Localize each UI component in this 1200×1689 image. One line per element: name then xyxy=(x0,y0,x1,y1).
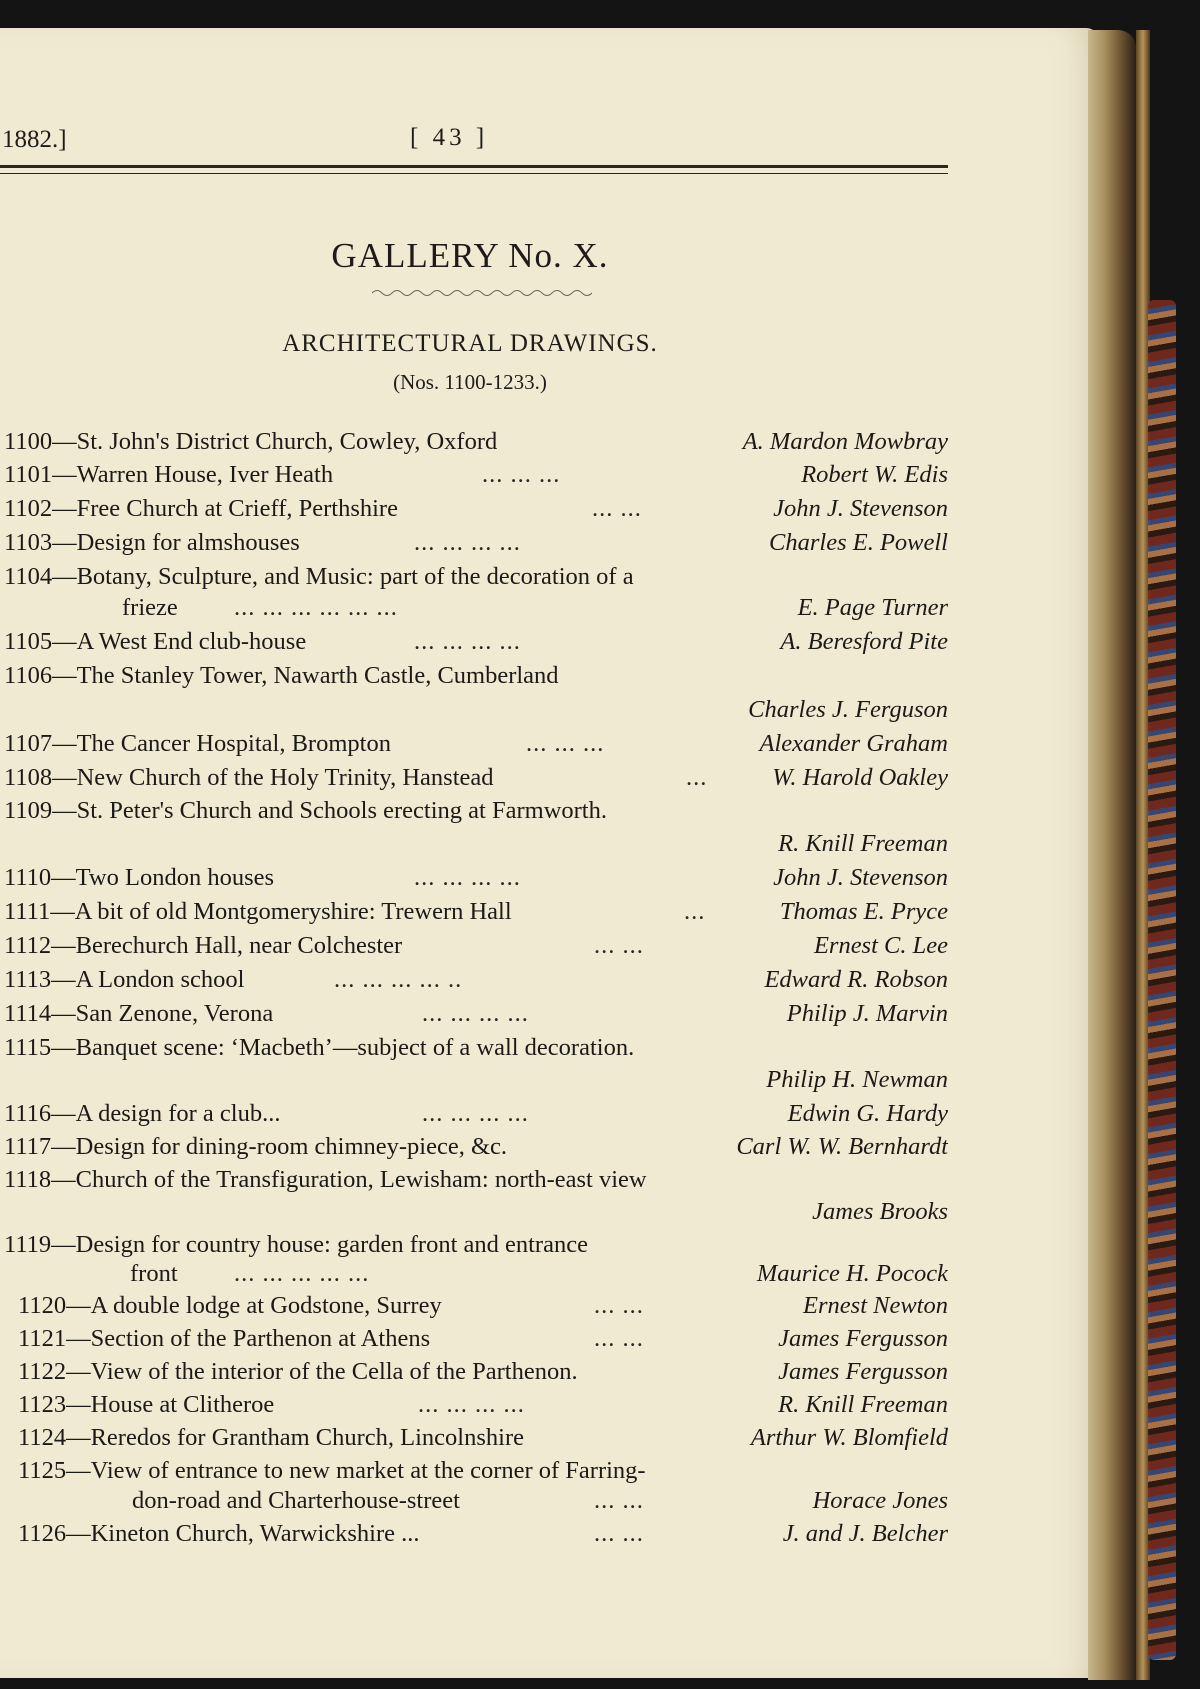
entry-artist: R. Knill Freeman xyxy=(778,830,948,857)
entry-row xyxy=(4,495,948,527)
entry-artist: Ernest Newton xyxy=(803,1292,948,1319)
entry-artist: W. Harold Oakley xyxy=(772,764,948,791)
leader-dots: ... ... xyxy=(594,932,644,959)
entry-row xyxy=(4,1034,948,1066)
entry-description: 1108—New Church of the Holy Trinity, Hanstead xyxy=(4,764,494,791)
entry-row xyxy=(4,1198,948,1230)
entry-row xyxy=(4,1325,948,1357)
entry-row xyxy=(4,1520,948,1552)
entry-artist: John J. Stevenson xyxy=(773,864,948,891)
entry-description: front xyxy=(130,1260,178,1287)
entry-description: 1110—Two London houses xyxy=(4,864,275,891)
entry-artist: James Fergusson xyxy=(778,1358,948,1385)
leader-dots: ... ... ... ... xyxy=(422,1100,529,1127)
wavy-ornament xyxy=(372,288,592,298)
entry-row xyxy=(4,1424,948,1456)
entry-artist: Charles E. Powell xyxy=(769,529,948,556)
entry-artist: Philip H. Newman xyxy=(766,1066,948,1093)
entry-row xyxy=(4,1000,948,1032)
entry-description: 1112—Berechurch Hall, near Colchester xyxy=(4,932,403,959)
entry-description: 1115—Banquet scene: ‘Macbeth’—subject of a wall decoration. xyxy=(4,1034,635,1061)
marbled-edge xyxy=(1148,300,1176,1660)
entry-artist: Edward R. Robson xyxy=(764,966,948,993)
entry-artist: John J. Stevenson xyxy=(773,495,948,522)
entry-description: 1113—A London school xyxy=(4,966,245,993)
header-rule-thin xyxy=(0,173,948,174)
leader-dots: ... xyxy=(684,898,706,925)
header-rule-thick xyxy=(0,165,948,168)
page-edge-shadow xyxy=(1088,30,1136,1680)
entry-row xyxy=(4,428,948,460)
page-number: [ 43 ] xyxy=(410,124,489,151)
entry-artist: Ernest C. Lee xyxy=(813,932,948,959)
leader-dots: ... ... xyxy=(594,1487,644,1514)
entry-description: 1102—Free Church at Crieff, Perthshire xyxy=(4,495,398,522)
entry-artist: Maurice H. Pocock xyxy=(756,1260,948,1287)
entry-row xyxy=(4,898,948,930)
entry-description: 1111—A bit of old Montgomeryshire: Trewern Hall xyxy=(4,898,512,925)
entry-description: 1123—House at Clitheroe xyxy=(18,1391,275,1418)
entry-description: 1107—The Cancer Hospital, Brompton xyxy=(4,730,391,757)
entry-row xyxy=(4,764,948,796)
running-header xyxy=(0,122,950,166)
leader-dots: ... ... xyxy=(594,1520,644,1547)
entry-description: 1126—Kineton Church, Warwickshire ... xyxy=(18,1520,420,1547)
entry-description: 1117—Design for dining-room chimney-piece, &c. xyxy=(4,1133,508,1160)
entry-row xyxy=(4,730,948,762)
entry-artist: Alexander Graham xyxy=(759,730,948,757)
entry-row xyxy=(4,1066,948,1098)
entry-artist: Edwin G. Hardy xyxy=(787,1100,948,1127)
entry-row xyxy=(4,1457,948,1489)
entry-description: 1106—The Stanley Tower, Nawarth Castle, Cumberland xyxy=(4,662,559,689)
leader-dots: ... xyxy=(686,764,708,791)
entry-description: 1114—San Zenone, Verona xyxy=(4,1000,274,1027)
entry-row xyxy=(4,628,948,660)
header-year: 1882.] xyxy=(2,126,67,153)
leader-dots: ... ... ... xyxy=(482,461,561,488)
entry-row xyxy=(4,529,948,561)
leader-dots: ... ... ... ... xyxy=(414,529,521,556)
entry-description: 1125—View of entrance to new market at the corner of Farring- xyxy=(18,1457,646,1484)
entry-description: 1104—Botany, Sculpture, and Music: part of the decoration of a xyxy=(4,563,634,590)
entry-row xyxy=(4,461,948,493)
entry-row xyxy=(4,1292,948,1324)
leader-dots: ... ... ... ... xyxy=(418,1391,525,1418)
leader-dots: ... ... ... ... xyxy=(414,864,521,891)
leader-dots: ... ... xyxy=(594,1325,644,1352)
entry-artist: R. Knill Freeman xyxy=(778,1391,948,1418)
entry-artist: Arthur W. Blomfield xyxy=(750,1424,948,1451)
entry-description: 1101—Warren House, Iver Heath xyxy=(4,461,334,488)
entry-row xyxy=(4,830,948,862)
entry-description: 1120—A double lodge at Godstone, Surrey xyxy=(18,1292,442,1319)
entry-description: 1122—View of the interior of the Cella of the Parthenon. xyxy=(18,1358,578,1385)
entry-artist: Carl W. W. Bernhardt xyxy=(736,1133,948,1160)
entry-artist: Charles J. Ferguson xyxy=(748,696,948,723)
entry-artist: Robert W. Edis xyxy=(801,461,948,488)
entry-artist: A. Mardon Mowbray xyxy=(742,428,948,455)
entry-row xyxy=(4,1166,948,1198)
entry-row xyxy=(4,864,948,896)
entry-artist: Thomas E. Pryce xyxy=(779,898,948,925)
leader-dots: ... ... ... ... .. xyxy=(334,966,463,993)
entry-description: 1124—Reredos for Grantham Church, Lincolnshire xyxy=(18,1424,524,1451)
entry-row xyxy=(4,797,948,829)
entry-row xyxy=(4,594,948,626)
entry-description: 1116—A design for a club... xyxy=(4,1100,281,1127)
entry-row xyxy=(4,696,948,728)
entry-artist: Horace Jones xyxy=(812,1487,948,1514)
entry-description: 1105—A West End club-house xyxy=(4,628,307,655)
leader-dots: ... ... ... ... ... xyxy=(234,1260,370,1287)
entry-row xyxy=(4,1487,948,1519)
entry-row xyxy=(4,1100,948,1132)
leader-dots: ... ... xyxy=(592,495,642,522)
entry-row xyxy=(4,966,948,998)
entry-row xyxy=(4,1391,948,1423)
entry-artist: Philip J. Marvin xyxy=(786,1000,948,1027)
entry-row xyxy=(4,1358,948,1390)
leader-dots: ... ... ... ... ... ... xyxy=(234,594,398,621)
gallery-title: GALLERY No. X. xyxy=(331,236,609,275)
entry-description: frieze xyxy=(122,594,178,621)
entry-artist: A. Beresford Pite xyxy=(780,628,948,655)
entry-description: 1103—Design for almshouses xyxy=(4,529,300,556)
entry-description: 1100—St. John's District Church, Cowley, Oxford xyxy=(4,428,498,455)
entry-artist: J. and J. Belcher xyxy=(782,1520,948,1547)
leader-dots: ... ... xyxy=(594,1292,644,1319)
leader-dots: ... ... ... xyxy=(526,730,605,757)
entry-description: 1119—Design for country house: garden front and entrance xyxy=(4,1231,588,1258)
entry-description: 1121—Section of the Parthenon at Athens xyxy=(18,1325,431,1352)
section-subtitle: ARCHITECTURAL DRAWINGS. xyxy=(282,330,658,357)
entry-row xyxy=(4,932,948,964)
entry-description: 1118—Church of the Transfiguration, Lewisham: north-east view xyxy=(4,1166,647,1193)
entry-artist: E. Page Turner xyxy=(797,594,948,621)
entry-row xyxy=(4,1260,948,1292)
entry-artist: James Brooks xyxy=(812,1198,948,1225)
entry-row xyxy=(4,662,948,694)
entry-row xyxy=(4,563,948,595)
entry-description: don-road and Charterhouse-street xyxy=(132,1487,460,1514)
entry-artist: James Fergusson xyxy=(778,1325,948,1352)
entry-row xyxy=(4,1133,948,1165)
entry-description: 1109—St. Peter's Church and Schools erecting at Farmworth. xyxy=(4,797,607,824)
leader-dots: ... ... ... ... xyxy=(422,1000,529,1027)
leader-dots: ... ... ... ... xyxy=(414,628,521,655)
catalogue-range: (Nos. 1100-1233.) xyxy=(393,370,547,394)
entry-row xyxy=(4,1231,948,1263)
